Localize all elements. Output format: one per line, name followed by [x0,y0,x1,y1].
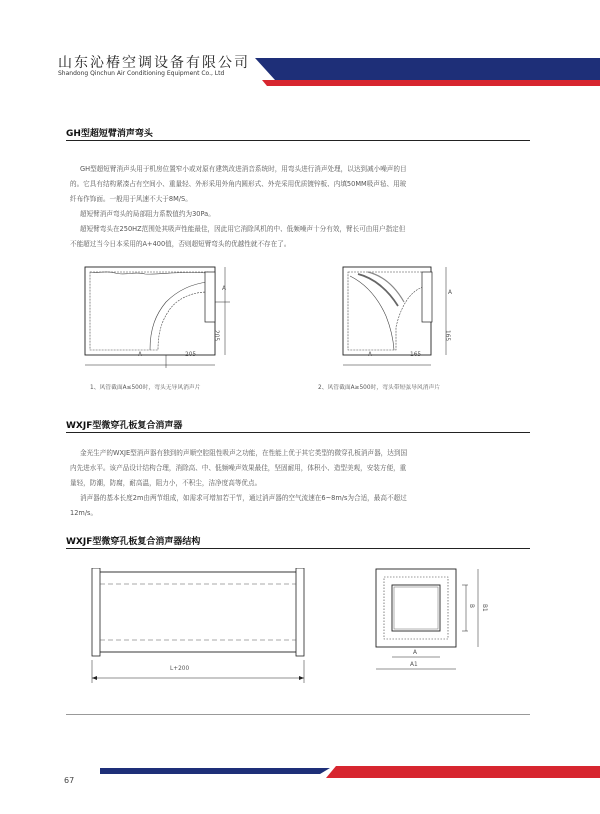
bottom-divider [66,714,530,715]
section-divider [66,432,530,433]
elbow-diagram-small [80,262,260,372]
section-title-wxjf: WXJF型微穿孔板复合消声器 [66,421,183,431]
dim-label: 205 [185,352,197,358]
paragraph-line: GH型超短臂消声头用于机房位置窄小或对原有建筑改进消音系统时，用弯头进行消声处理，以达到减小噪声的目 [80,165,407,173]
caption-right: 2、风管截面A≥500时，弯头带短弦导风消声片 [318,385,441,391]
section-title-gh: GH型超短臂消声弯头 [66,129,153,139]
dim-label: A [138,352,142,358]
dim-label: A [448,290,452,296]
company-name-cn: 山东沁椿空调设备有限公司 [58,55,250,71]
paragraph-line: 金光生产的WXJE型消声器有独到的声顺空腔阻性吸声之功能，在性能上优于其它类型的微穿孔板消声器，达到国 [80,449,408,457]
elbow-diagram-large [338,262,468,372]
length-label: L+200 [170,666,190,672]
dim-label-a1: A1 [410,662,418,668]
page-number: 67 [64,776,75,785]
paragraph-line: 超短臂弯头在250HZ范围处其吸声性能最佳，因此用它消除风机的中、低频噪声十分有效，臂长可由用户指定但 [80,225,406,233]
silencer-cross-section [372,565,502,685]
dim-label-a: A [413,650,417,656]
section2-body [70,446,530,521]
paragraph-line: 12m/s。 [70,509,98,517]
dim-label: 165 [410,352,422,358]
silencer-side-view [88,568,318,686]
paragraph-line: 纤布作饰面。一般用于风速不大于8M/S。 [70,195,192,203]
paragraph-line: 超短臂消声弯头的局部阻力系数值约为30Pa。 [80,210,215,218]
paragraph-line: 内先进水平。该产品设计结构合理，消除高、中、低频噪声效果最佳，坚固耐用，体积小、造型美观，安装方便，重 [70,464,407,472]
dim-label: A [368,352,372,358]
paragraph-line: 不能超过当今日本采用的A+400值，否则超短臂弯头的优越性就不存在了。 [70,240,291,248]
company-name-en: Shandong Qinchun Air Conditioning Equipment Co., Ltd [58,70,225,77]
paragraph-line: 消声器的基本长度2m由两节组成，如需求可增加若干节，通过消声器的空气流速在6~8m/s为合适，最高不超过 [80,494,407,502]
section-title-structure: WXJF型微穿孔板复合消声器结构 [66,537,201,547]
footer-band [0,762,600,782]
dim-label-b: B [468,604,474,608]
paragraph-line: 量轻，防潮，防腐，耐高温，阻力小，不积尘，洁净度高等优点。 [70,479,262,487]
dim-label: A [222,286,226,292]
section-divider [66,140,530,141]
section1-body [70,162,530,252]
section-divider [66,548,530,549]
caption-left: 1、风管截面A≤500时，弯头无导风消声片 [90,385,201,391]
paragraph-line: 的。它具有结构紧凑占有空间小、重量轻、外形采用外角内圆形式、外壳采用优质镀锌板、内填50MM吸声毡、用玻 [70,180,407,188]
dim-label: 165 [444,330,450,342]
dim-label-b1: B1 [481,604,487,612]
dim-label: 205 [213,330,219,342]
